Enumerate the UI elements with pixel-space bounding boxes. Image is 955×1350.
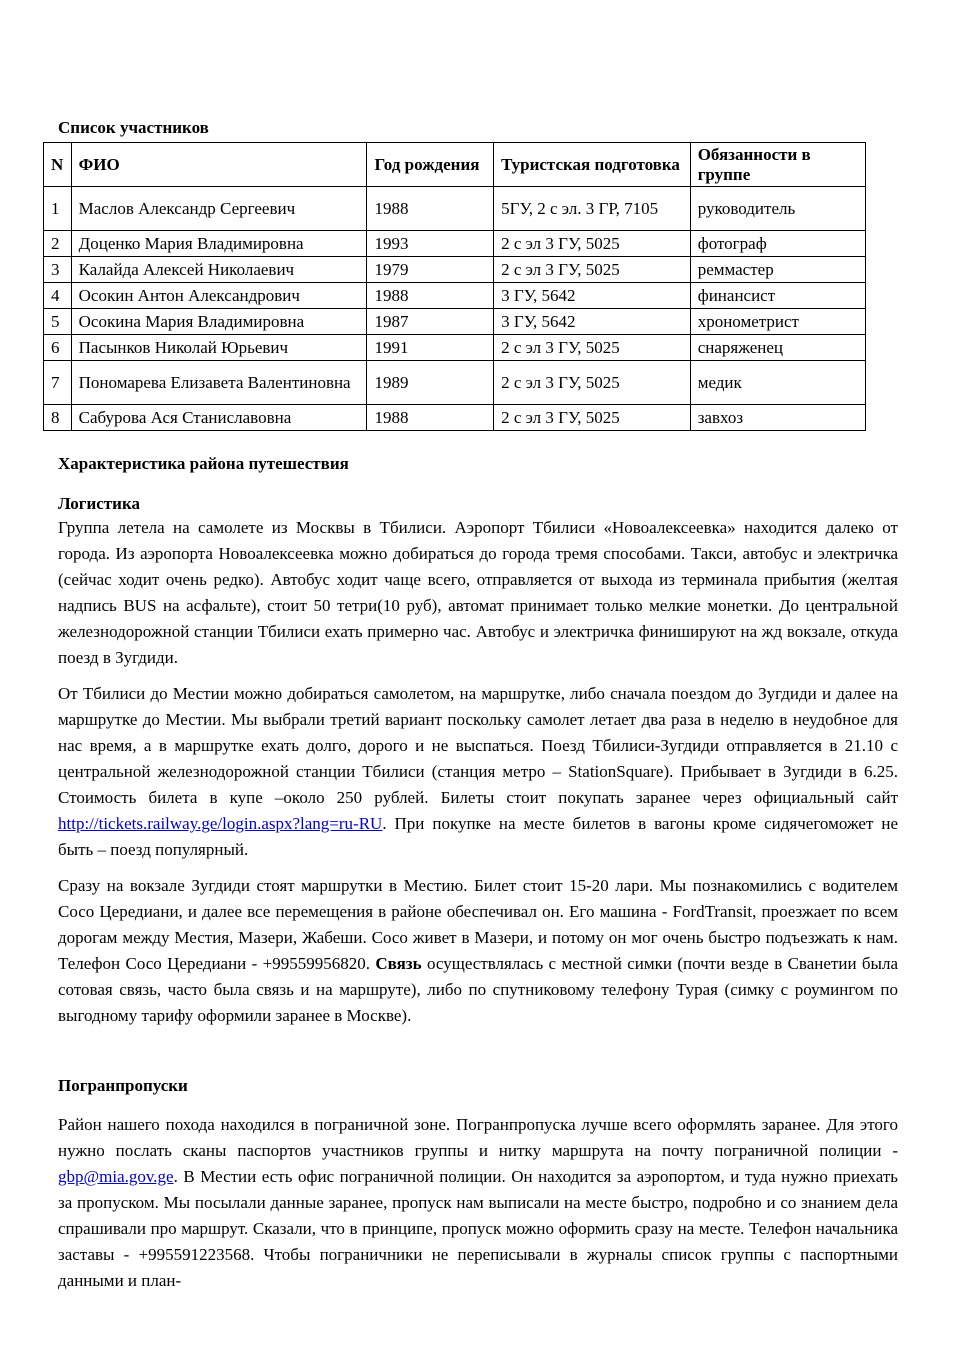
cell-prep: 2 с эл 3 ГУ, 5025: [494, 361, 691, 405]
cell-role: реммастер: [690, 257, 865, 283]
header-role: Обязанности в группе: [690, 143, 865, 187]
cell-prep: 2 с эл 3 ГУ, 5025: [494, 405, 691, 431]
cell-name: Пономарева Елизавета Валентиновна: [71, 361, 367, 405]
header-n: N: [44, 143, 72, 187]
logistics-paragraph-2: [58, 681, 898, 863]
cell-name: Маслов Александр Сергеевич: [71, 187, 367, 231]
cell-n: 3: [44, 257, 72, 283]
cell-n: 5: [44, 309, 72, 335]
border-p1-text: Район нашего похода находился в пограничной зоне. Погранпропуска лучше всего оформлять заранее. Для этого нужно послать сканы паспортов участников группы и нитку маршрута на почту пограничной полиции -: [58, 1115, 898, 1160]
logistics-title: Логистика: [58, 494, 140, 513]
table-row: [44, 283, 866, 309]
cell-prep: 3 ГУ, 5642: [494, 283, 691, 309]
cell-prep: 2 с эл 3 ГУ, 5025: [494, 257, 691, 283]
cell-n: 8: [44, 405, 72, 431]
logistics-p2-text-end: . При покупке на месте билетов в вагоны кроме сидячегоможет не быть – поезд популярный.: [58, 814, 898, 859]
railway-link[interactable]: http://tickets.railway.ge/login.aspx?lang=ru-RU: [58, 814, 383, 833]
cell-prep: 3 ГУ, 5642: [494, 309, 691, 335]
cell-n: 1: [44, 187, 72, 231]
table-row: [44, 405, 866, 431]
cell-year: 1988: [367, 283, 494, 309]
logistics-p3-text-end: осуществлялась с местной симки (почти везде в Сванетии была сотовая связь, часто была связь и на маршруте), либо по спутниковому телефону Турая (симку с роумингом по выгодному тарифу оформили заранее в Москве).: [58, 954, 899, 1025]
table-row: [44, 187, 866, 231]
logistics-paragraph-1: Группа летела на самолете из Москвы в Тбилиси. Аэропорт Тбилиси «Новоалексеевка» находится далеко от города. Из аэропорта Новоалексеевка можно добираться до города тремя способами. Такси, автобус и электричка (сейчас ходит очень редко). Автобус ходит чаще всего, отправляется от выхода из терминала прибытия (желтая надпись BUS на асфальте), стоит 50 тетри(10 руб), автомат принимает только мелкие монетки. До центральной железнодорожной станции Тбилиси ехать примерно час. Автобус и электричка финишируют на жд вокзале, откуда поезд в Зугдиди.: [58, 518, 898, 667]
header-name: ФИО: [71, 143, 367, 187]
cell-role: руководитель: [690, 187, 865, 231]
border-p1-text-end: . В Местии есть офис пограничной полиции. Он находится за аэропортом, и туда нужно приехать за пропуском. Мы посылали данные заранее, пропуск нам выписали на месте быстро, подробно и со знанием дела спрашивали про маршрут. Сказали, что в принципе, пропуск можно оформить сразу на месте. Телефон начальника заставы - +995591223568. Чтобы пограничники не переписывали в журналы список группы с паспортными данными и план-: [58, 1167, 898, 1290]
table-row: [44, 309, 866, 335]
border-section: [58, 1076, 898, 1294]
table-row: [44, 361, 866, 405]
cell-year: 1989: [367, 361, 494, 405]
logistics-section: [58, 494, 898, 1029]
cell-name: Осокин Антон Александрович: [71, 283, 367, 309]
cell-n: 4: [44, 283, 72, 309]
participants-title: Список участников: [58, 118, 209, 137]
cell-prep: 2 с эл 3 ГУ, 5025: [494, 335, 691, 361]
cell-year: 1991: [367, 335, 494, 361]
cell-year: 1993: [367, 231, 494, 257]
document-page: [51, 118, 899, 1290]
cell-year: 1979: [367, 257, 494, 283]
border-title: Погранпропуски: [58, 1076, 188, 1095]
logistics-p3-text: Сразу на вокзале Зугдиди стоят маршрутки в Местию. Билет стоит 15-20 лари. Мы познакомились с водителем Сосо Цередиани, и далее все перемещения в районе обеспечивал он. Его машина - FordTransit, проезжает по всем дорогам между Местия, Мазери, Жабеши. Сосо живет в Мазери, и потому он мог очень быстро подъезжать к нам. Телефон Сосо Цередиани - +99559956820.: [58, 876, 898, 973]
table-row: [44, 257, 866, 283]
cell-name: Осокина Мария Владимировна: [71, 309, 367, 335]
logistics-p2-text: От Тбилиси до Местии можно добираться самолетом, на маршрутке, либо сначала поездом до Зугдиди и далее на маршрутке до Местии. Мы выбрали третий вариант поскольку самолет летает два раза в неделю в неудобное для нас время, а в маршрутке ехать долго, дорого и не выспаться. Поезд Тбилиси-Зугдиди отправляется в 21.10 с центральной железнодорожной станции Тбилиси (станция метро – StationSquare). Прибывает в Зугдиди в 6.25. Стоимость билета в купе –около 250 рублей. Билеты стоит покупать заранее через официальный сайт: [58, 684, 898, 807]
cell-n: 6: [44, 335, 72, 361]
header-prep: Туристская подготовка: [494, 143, 691, 187]
cell-role: медик: [690, 361, 865, 405]
cell-role: хронометрист: [690, 309, 865, 335]
cell-name: Доценко Мария Владимировна: [71, 231, 367, 257]
logistics-paragraph-3: [58, 873, 898, 1029]
table-row: [44, 231, 866, 257]
cell-prep: 2 с эл 3 ГУ, 5025: [494, 231, 691, 257]
border-paragraph-1: [58, 1112, 898, 1294]
header-year: Год рождения: [367, 143, 494, 187]
cell-name: Калайда Алексей Николаевич: [71, 257, 367, 283]
cell-prep: 5ГУ, 2 с эл. 3 ГР, 7105: [494, 187, 691, 231]
table-header-row: [44, 143, 866, 187]
region-section: [58, 454, 898, 474]
cell-name: Пасынков Николай Юрьевич: [71, 335, 367, 361]
cell-role: финансист: [690, 283, 865, 309]
communication-bold: Связь: [375, 954, 422, 973]
cell-n: 7: [44, 361, 72, 405]
table-row: [44, 335, 866, 361]
cell-role: снаряженец: [690, 335, 865, 361]
participants-table: [43, 142, 866, 431]
cell-role: завхоз: [690, 405, 865, 431]
cell-year: 1988: [367, 405, 494, 431]
region-title: Характеристика района путешествия: [58, 454, 349, 473]
cell-year: 1987: [367, 309, 494, 335]
cell-n: 2: [44, 231, 72, 257]
cell-name: Сабурова Ася Станиславовна: [71, 405, 367, 431]
cell-year: 1988: [367, 187, 494, 231]
cell-role: фотограф: [690, 231, 865, 257]
email-link[interactable]: gbp@mia.gov.ge: [58, 1167, 174, 1186]
